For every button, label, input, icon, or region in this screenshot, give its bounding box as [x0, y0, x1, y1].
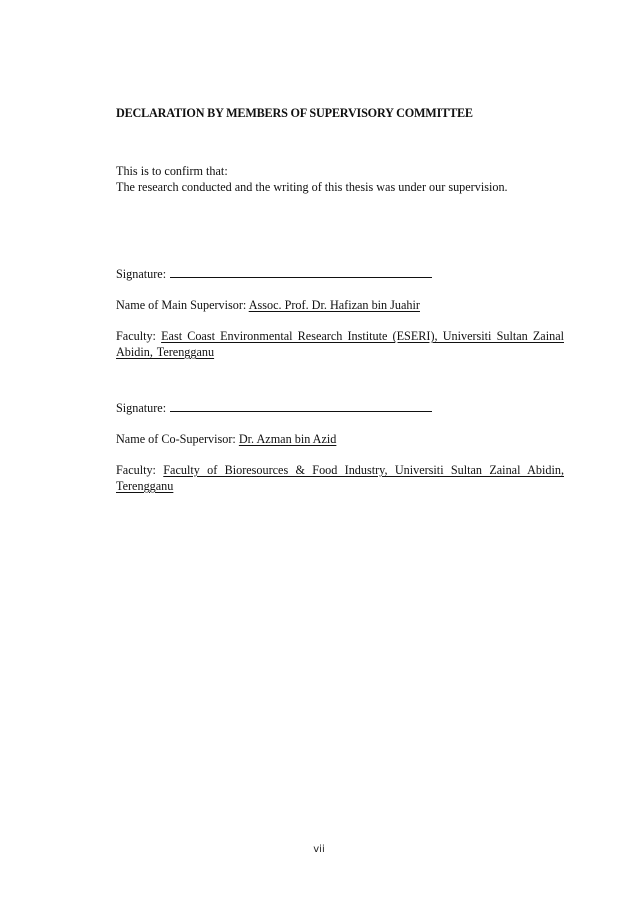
main-supervisor-signature [116, 266, 564, 282]
signature-line [170, 401, 432, 412]
intro-line-2: The research conducted and the writing of this thesis was under our supervision. [116, 180, 508, 194]
name-value: Dr. Azman bin Azid [238, 432, 337, 446]
faculty-label: Faculty: [116, 329, 156, 343]
name-value: Assoc. Prof. Dr. Hafizan bin Juahir [248, 298, 420, 312]
name-label: Name of Main Supervisor: [116, 298, 247, 312]
page-title: DECLARATION BY MEMBERS OF SUPERVISORY COMMITTEE [116, 106, 473, 120]
co-supervisor-name [116, 431, 564, 447]
name-label: Name of Co-Supervisor: [116, 432, 236, 446]
signature-line [170, 267, 432, 278]
faculty-value: Faculty of Bioresources & Food Industry, Universiti Sultan Zainal Abidin, Terengganu [116, 463, 564, 493]
faculty-label: Faculty: [116, 463, 156, 477]
faculty-value: East Coast Environmental Research Institute (ESERI), Universiti Sultan Zainal Abidin, Terengganu [116, 329, 564, 359]
page-number: vii [313, 844, 325, 855]
signature-label: Signature: [116, 267, 167, 281]
co-supervisor-signature [116, 400, 564, 416]
co-supervisor-faculty [116, 462, 564, 494]
intro-paragraph [116, 163, 564, 195]
main-supervisor-faculty [116, 328, 564, 360]
intro-line-1: This is to confirm that: [116, 164, 228, 178]
signature-label: Signature: [116, 401, 167, 415]
main-supervisor-name [116, 297, 564, 313]
